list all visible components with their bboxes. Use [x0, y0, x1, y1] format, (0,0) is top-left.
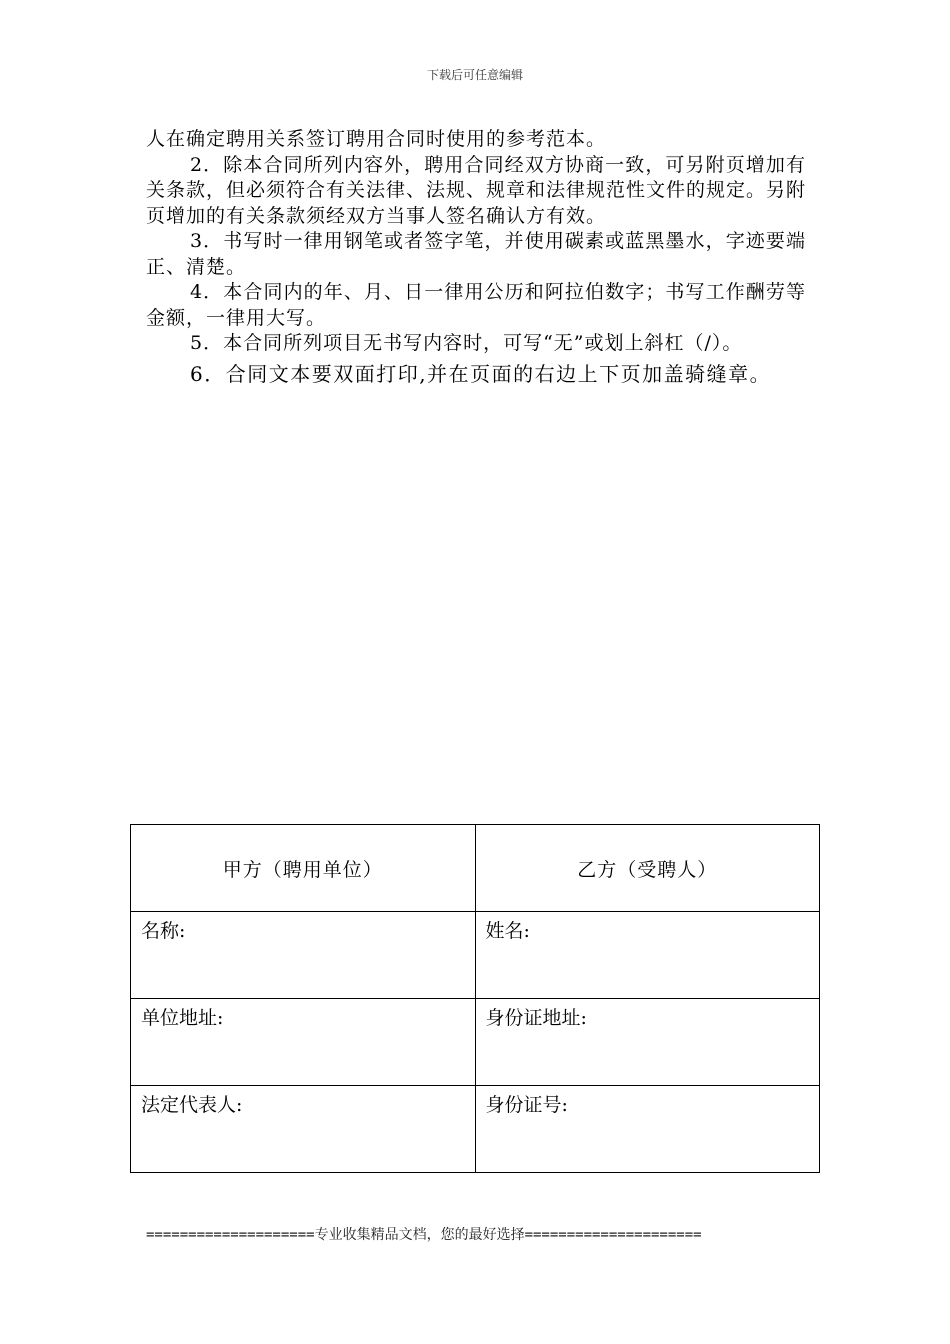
table-row [131, 912, 820, 999]
paragraph-5: 5．本合同所列项目无书写内容时，可写“无”或划上斜杠（/）。 [190, 332, 743, 354]
table-header-row [131, 825, 820, 912]
legal-representative-field: 法定代表人: [131, 1086, 476, 1173]
instructions-body [146, 127, 806, 387]
paragraph-4: 4．本合同内的年、月、日一律用公历和阿拉伯数字；书写工作酬劳等金额，一律用大写。 [146, 281, 806, 329]
paragraph-2: 2．除本合同所列内容外，聘用合同经双方协商一致，可另附页增加有关条款，但必须符合有关法律、法规、规章和法律规范性文件的规定。另附页增加的有关条款须经双方当事人签名确认方有效。 [146, 153, 807, 227]
page-header: 下载后可任意编辑 [426, 68, 523, 82]
id-address-field: 身份证地址: [475, 999, 820, 1086]
unit-name-field: 名称: [131, 912, 476, 999]
paragraph-1: 人在确定聘用关系签订聘用合同时使用的参考范本。 [146, 128, 607, 150]
signature-table [130, 824, 820, 1173]
page-footer: ====================专业收集精品文档，您的最好选择===================== [146, 1227, 702, 1243]
paragraph-3: 3．书写时一律用钢笔或者签字笔，并使用碳素或蓝黑墨水，字迹要端正、清楚。 [146, 230, 806, 278]
party-b-header: 乙方（受聘人） [475, 825, 820, 912]
party-a-header: 甲方（聘用单位） [131, 825, 476, 912]
table-row [131, 1086, 820, 1173]
table-row [131, 999, 820, 1086]
id-number-field: 身份证号: [475, 1086, 820, 1173]
unit-address-field: 单位地址: [131, 999, 476, 1086]
person-name-field: 姓名: [475, 912, 820, 999]
paragraph-6: 6．合同文本要双面打印,并在页面的右边上下页加盖骑缝章。 [190, 361, 772, 386]
